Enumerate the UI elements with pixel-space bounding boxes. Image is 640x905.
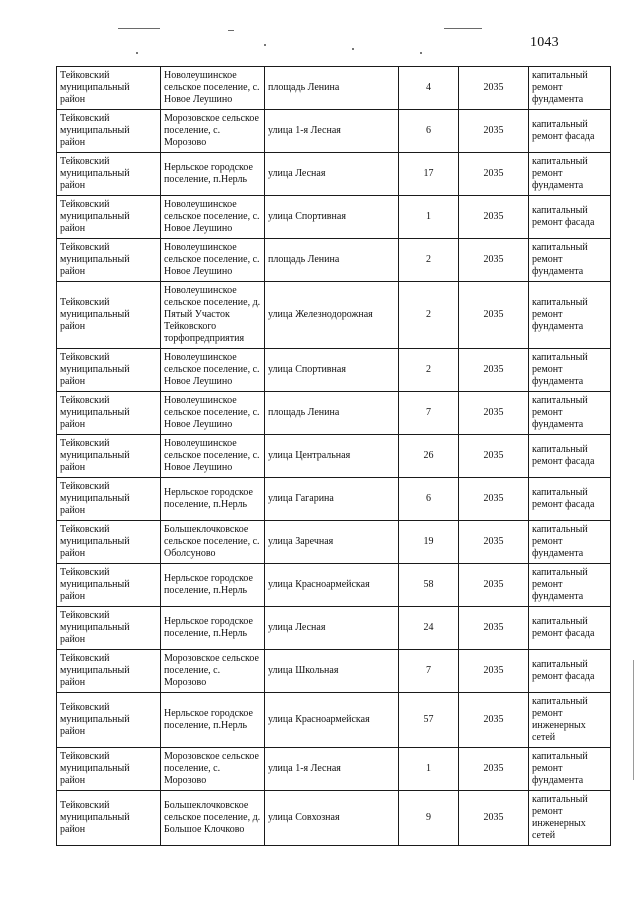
- district-cell: Тейковский муниципальный район: [57, 564, 161, 607]
- street-cell: улица Лесная: [265, 607, 399, 650]
- work-type-cell: капитальный ремонт фундамента: [529, 349, 611, 392]
- district-cell: Тейковский муниципальный район: [57, 239, 161, 282]
- year-cell: 2035: [459, 67, 529, 110]
- settlement-cell: Нерльское городское поселение, п.Нерль: [161, 564, 265, 607]
- table-row: [57, 607, 611, 650]
- table-row: [57, 435, 611, 478]
- scan-artifact: [444, 28, 482, 29]
- work-type-cell: капитальный ремонт фундамента: [529, 239, 611, 282]
- settlement-cell: Новолеушинское сельское поселение, д. Пятый Участок Тейковского торфопредприятия: [161, 282, 265, 349]
- house-number-cell: 6: [399, 110, 459, 153]
- year-cell: 2035: [459, 153, 529, 196]
- street-cell: площадь Ленина: [265, 239, 399, 282]
- year-cell: 2035: [459, 435, 529, 478]
- district-cell: Тейковский муниципальный район: [57, 791, 161, 846]
- year-cell: 2035: [459, 521, 529, 564]
- street-cell: улица Центральная: [265, 435, 399, 478]
- table-row: [57, 564, 611, 607]
- scan-artifact: [420, 52, 422, 54]
- scan-artifact: [352, 48, 354, 50]
- table-row: [57, 791, 611, 846]
- work-type-cell: капитальный ремонт фасада: [529, 650, 611, 693]
- work-type-cell: капитальный ремонт фундамента: [529, 282, 611, 349]
- settlement-cell: Морозовское сельское поселение, с. Морозово: [161, 650, 265, 693]
- year-cell: 2035: [459, 196, 529, 239]
- house-number-cell: 58: [399, 564, 459, 607]
- table-row: [57, 282, 611, 349]
- year-cell: 2035: [459, 650, 529, 693]
- work-type-cell: капитальный ремонт фундамента: [529, 564, 611, 607]
- house-number-cell: 2: [399, 239, 459, 282]
- table-row: [57, 748, 611, 791]
- district-cell: Тейковский муниципальный район: [57, 650, 161, 693]
- scan-artifact: [136, 52, 138, 54]
- settlement-cell: Морозовское сельское поселение, с. Морозово: [161, 110, 265, 153]
- year-cell: 2035: [459, 564, 529, 607]
- street-cell: площадь Ленина: [265, 392, 399, 435]
- year-cell: 2035: [459, 607, 529, 650]
- year-cell: 2035: [459, 693, 529, 748]
- house-number-cell: 1: [399, 196, 459, 239]
- work-type-cell: капитальный ремонт фундамента: [529, 748, 611, 791]
- work-type-cell: капитальный ремонт фундамента: [529, 153, 611, 196]
- table-row: [57, 239, 611, 282]
- work-type-cell: капитальный ремонт фундамента: [529, 521, 611, 564]
- settlement-cell: Новолеушинское сельское поселение, с. Новое Леушино: [161, 349, 265, 392]
- district-cell: Тейковский муниципальный район: [57, 607, 161, 650]
- work-type-cell: капитальный ремонт фундамента: [529, 392, 611, 435]
- work-type-cell: капитальный ремонт фасада: [529, 435, 611, 478]
- work-type-cell: капитальный ремонт фасада: [529, 110, 611, 153]
- street-cell: улица Железнодорожная: [265, 282, 399, 349]
- house-number-cell: 57: [399, 693, 459, 748]
- table-row: [57, 153, 611, 196]
- table-row: [57, 521, 611, 564]
- scan-artifact: [633, 660, 634, 780]
- table-row: [57, 110, 611, 153]
- street-cell: улица Школьная: [265, 650, 399, 693]
- year-cell: 2035: [459, 392, 529, 435]
- district-cell: Тейковский муниципальный район: [57, 392, 161, 435]
- street-cell: улица 1-я Лесная: [265, 110, 399, 153]
- page-number: 1043: [530, 35, 559, 50]
- settlement-cell: Новолеушинское сельское поселение, с. Новое Леушино: [161, 67, 265, 110]
- street-cell: улица Красноармейская: [265, 693, 399, 748]
- table-row: [57, 478, 611, 521]
- house-number-cell: 17: [399, 153, 459, 196]
- settlement-cell: Нерльское городское поселение, п.Нерль: [161, 607, 265, 650]
- work-type-cell: капитальный ремонт фасада: [529, 196, 611, 239]
- street-cell: улица Лесная: [265, 153, 399, 196]
- house-number-cell: 7: [399, 392, 459, 435]
- scan-artifact: [264, 44, 266, 46]
- district-cell: Тейковский муниципальный район: [57, 282, 161, 349]
- street-cell: улица Красноармейская: [265, 564, 399, 607]
- table-row: [57, 67, 611, 110]
- district-cell: Тейковский муниципальный район: [57, 67, 161, 110]
- settlement-cell: Новолеушинское сельское поселение, с. Новое Леушино: [161, 435, 265, 478]
- year-cell: 2035: [459, 239, 529, 282]
- settlement-cell: Нерльское городское поселение, п.Нерль: [161, 478, 265, 521]
- year-cell: 2035: [459, 748, 529, 791]
- house-number-cell: 26: [399, 435, 459, 478]
- district-cell: Тейковский муниципальный район: [57, 196, 161, 239]
- work-type-cell: капитальный ремонт фундамента: [529, 67, 611, 110]
- table-row: [57, 196, 611, 239]
- house-number-cell: 6: [399, 478, 459, 521]
- district-cell: Тейковский муниципальный район: [57, 153, 161, 196]
- table-row: [57, 392, 611, 435]
- district-cell: Тейковский муниципальный район: [57, 478, 161, 521]
- year-cell: 2035: [459, 791, 529, 846]
- district-cell: Тейковский муниципальный район: [57, 693, 161, 748]
- house-number-cell: 19: [399, 521, 459, 564]
- house-number-cell: 7: [399, 650, 459, 693]
- district-cell: Тейковский муниципальный район: [57, 349, 161, 392]
- table-row: [57, 693, 611, 748]
- work-type-cell: капитальный ремонт инженерных сетей: [529, 693, 611, 748]
- street-cell: улица 1-я Лесная: [265, 748, 399, 791]
- work-type-cell: капитальный ремонт фасада: [529, 607, 611, 650]
- registry-table: [56, 66, 611, 846]
- house-number-cell: 9: [399, 791, 459, 846]
- house-number-cell: 24: [399, 607, 459, 650]
- street-cell: улица Спортивная: [265, 349, 399, 392]
- table-row: [57, 650, 611, 693]
- street-cell: улица Гагарина: [265, 478, 399, 521]
- year-cell: 2035: [459, 478, 529, 521]
- district-cell: Тейковский муниципальный район: [57, 110, 161, 153]
- house-number-cell: 2: [399, 282, 459, 349]
- settlement-cell: Большеклочковское сельское поселение, с. Оболсуново: [161, 521, 265, 564]
- street-cell: улица Спортивная: [265, 196, 399, 239]
- street-cell: улица Заречная: [265, 521, 399, 564]
- year-cell: 2035: [459, 110, 529, 153]
- scan-artifact: [118, 28, 160, 29]
- table-row: [57, 349, 611, 392]
- house-number-cell: 1: [399, 748, 459, 791]
- settlement-cell: Морозовское сельское поселение, с. Морозово: [161, 748, 265, 791]
- settlement-cell: Нерльское городское поселение, п.Нерль: [161, 153, 265, 196]
- settlement-cell: Нерльское городское поселение, п.Нерль: [161, 693, 265, 748]
- house-number-cell: 4: [399, 67, 459, 110]
- street-cell: улица Совхозная: [265, 791, 399, 846]
- work-type-cell: капитальный ремонт фасада: [529, 478, 611, 521]
- year-cell: 2035: [459, 282, 529, 349]
- work-type-cell: капитальный ремонт инженерных сетей: [529, 791, 611, 846]
- settlement-cell: Новолеушинское сельское поселение, с. Новое Леушино: [161, 196, 265, 239]
- district-cell: Тейковский муниципальный район: [57, 435, 161, 478]
- settlement-cell: Новолеушинское сельское поселение, с. Новое Леушино: [161, 392, 265, 435]
- year-cell: 2035: [459, 349, 529, 392]
- district-cell: Тейковский муниципальный район: [57, 521, 161, 564]
- settlement-cell: Большеклочковское сельское поселение, д. Большое Клочково: [161, 791, 265, 846]
- settlement-cell: Новолеушинское сельское поселение, с. Новое Леушино: [161, 239, 265, 282]
- district-cell: Тейковский муниципальный район: [57, 748, 161, 791]
- scan-artifact: [228, 30, 234, 31]
- street-cell: площадь Ленина: [265, 67, 399, 110]
- house-number-cell: 2: [399, 349, 459, 392]
